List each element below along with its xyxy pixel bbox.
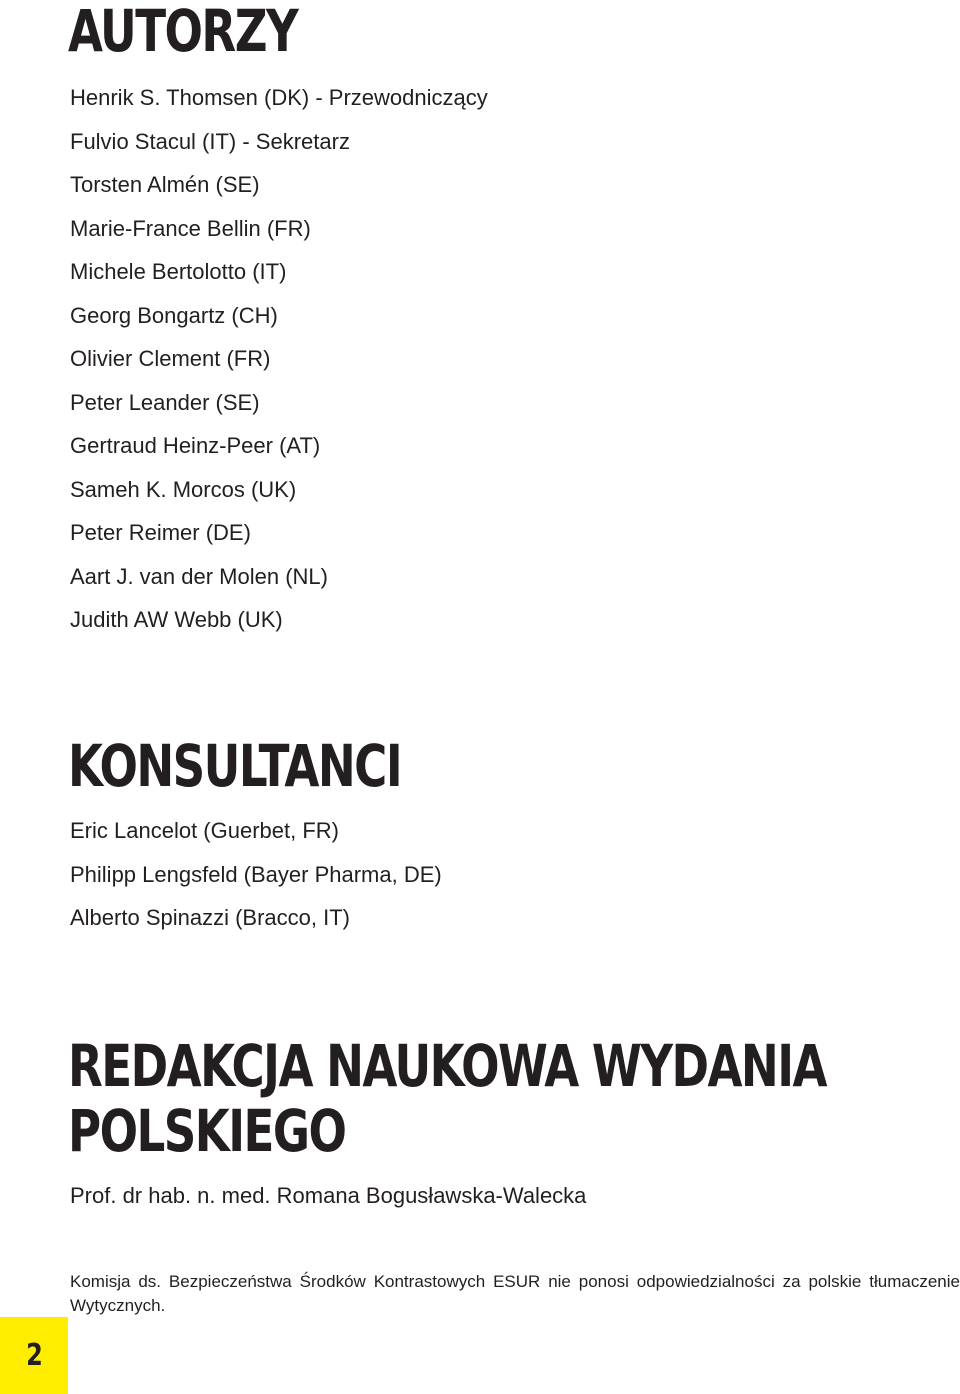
page-number: 2 — [25, 1338, 43, 1373]
polish-editors-heading-line2: POLSKIEGO — [68, 1097, 346, 1165]
editor-item: Prof. dr hab. n. med. Romana Bogusławska-Walecka — [70, 1183, 587, 1208]
consultants-heading: KONSULTANCI — [68, 732, 402, 800]
author-item: Gertraud Heinz-Peer (AT) — [70, 433, 321, 458]
author-item: Torsten Almén (SE) — [70, 172, 260, 197]
consultant-item: Alberto Spinazzi (Bracco, IT) — [70, 905, 350, 930]
author-item: Sameh K. Morcos (UK) — [70, 476, 297, 502]
author-item: Peter Reimer (DE) — [70, 520, 251, 545]
author-item: Olivier Clement (FR) — [70, 346, 271, 371]
author-item: Henrik S. Thomsen (DK) - Przewodniczący — [70, 85, 488, 110]
consultants-list — [70, 818, 442, 949]
consultant-item: Philipp Lengsfeld (Bayer Pharma, DE) — [70, 861, 442, 887]
consultant-item: Eric Lancelot (Guerbet, FR) — [70, 818, 339, 843]
authors-list — [70, 85, 488, 651]
author-item: Aart J. van der Molen (NL) — [70, 563, 328, 589]
polish-editors-heading-line1: REDAKCJA NAUKOWA WYDANIA — [68, 1032, 826, 1100]
author-item: Fulvio Stacul (IT) - Sekretarz — [70, 128, 350, 154]
disclaimer-text: Komisja ds. Bezpieczeństwa Środków Kontrastowych ESUR nie ponosi odpowiedzialności za polskie tłumaczenie Wytycznych. — [70, 1272, 960, 1315]
author-item: Marie-France Bellin (FR) — [70, 215, 311, 241]
author-item: Georg Bongartz (CH) — [70, 302, 278, 328]
author-item: Peter Leander (SE) — [70, 389, 260, 415]
page-number-badge — [0, 1317, 68, 1394]
authors-heading: AUTORZY — [68, 0, 298, 65]
author-item: Judith AW Webb (UK) — [70, 607, 283, 632]
author-item: Michele Bertolotto (IT) — [70, 259, 287, 284]
polish-editors-list — [70, 1183, 586, 1227]
